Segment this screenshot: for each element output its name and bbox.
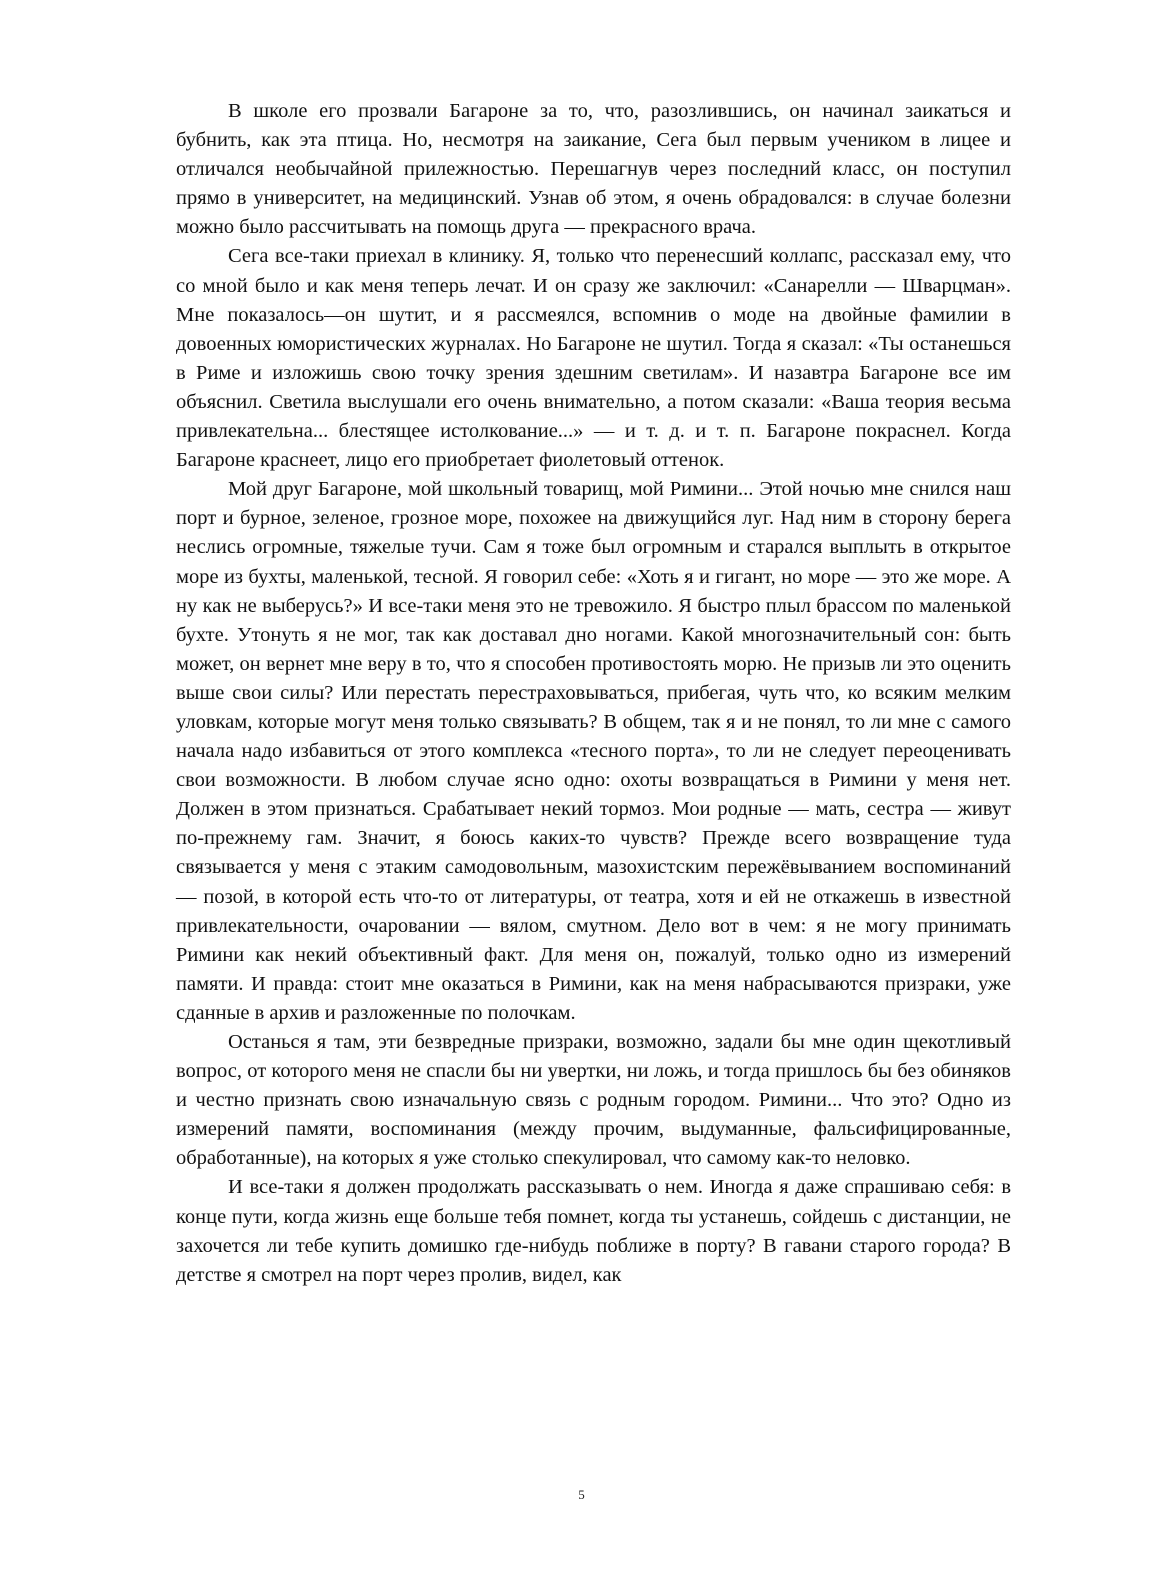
page-number: 5 <box>578 1487 585 1502</box>
paragraph-5: И все-таки я должен продолжать рассказывать о нем. Иногда я даже спрашиваю себя: в конце пути, когда жизнь еще больше тебя помнет, когда ты устанешь, сойдешь с дистанции, не захочется ли тебе купить домишко где-нибудь поближе в порту? В гавани старого города? В детстве я смотрел на порт через пролив, видел, как <box>176 1176 1011 1286</box>
paragraph-3: Мой друг Багароне, мой школьный товарищ, мой Римини... Этой ночью мне снился наш порт и бурное, зеленое, грозное море, похожее на движущийся луг. Над ним в сторону берега неслись огромные, тяжелые тучи. Сам я тоже был огромным и старался выплыть в открытое море из бухты, маленькой, тесной. Я говорил себе: «Хоть я и гигант, но море — это же море. А ну как не выберусь?» И все-таки меня это не тревожило. Я быстро плыл брассом по маленькой бухте. Утонуть я не мог, так как доставал дно ногами. Какой многозначительный сон: быть может, он вернет мне веру в то, что я способен противостоять морю. Не призыв ли это оценить выше свои силы? Или перестать перестраховываться, прибегая, чуть что, ко всяким мелким уловкам, которые могут меня только связывать? В общем, так я и не понял, то ли мне с самого начала надо избавиться от этого комплекса «тесного порта», то ли не следует переоценивать свои возможности. В любом случае ясно одно: охоты возвращаться в Римини у меня нет. Должен в этом признаться. Срабатывает некий тормоз. Мои родные — мать, сестра — живут по-прежнему гам. Значит, я боюсь каких-то чувств? Прежде всего возвращение туда связывается у меня с этаким самодовольным, мазохистским пережёвыванием воспоминаний — позой, в которой есть что-то от литературы, от театра, хотя и ей не откажешь в известной привлекательности, очаровании — вялом, смутном. Дело вот в чем: я не могу принимать Римини как некий объективный факт. Для меня он, пожалуй, только одно из измерений памяти. И правда: стоит мне оказаться в Римини, как на меня набрасываются призраки, уже сданные в архив и разложенные по полочкам. <box>176 478 1011 1024</box>
paragraph-2: Сега все-таки приехал в клинику. Я, только что перенесший коллапс, рассказал ему, что со мной было и как меня теперь лечат. И он сразу же заключил: «Санарелли — Шварцман». Мне показалось—он шутит, и я рассмеялся, вспомнив о моде на двойные фамилии в довоенных юмористических журналах. Но Багароне не шутил. Тогда я сказал: «Ты останешься в Риме и изложишь свою точку зрения здешним светилам». И назавтра Багароне все им объяснил. Светила выслушали его очень внимательно, а потом сказали: «Ваша теория весьма привлекательна... блестящее истолкование...» — и т. д. и т. п. Багароне покраснел. Когда Багароне краснеет, лицо его приобретает фиолетовый оттенок. <box>176 245 1011 472</box>
body-text <box>176 97 1011 1290</box>
paragraph-4: Останься я там, эти безвредные призраки, возможно, задали бы мне один щекотливый вопрос, от которого меня не спасли бы ни увертки, ни ложь, и тогда пришлось бы без обиняков и честно признать свою изначальную связь с родным городом. Римини... Что это? Одно из измерений памяти, воспоминания (между прочим, выдуманные, фальсифицированные, обработанные), на которых я уже столько спекулировал, что самому как-то неловко. <box>176 1031 1011 1170</box>
paragraph-1: В школе его прозвали Багароне за то, что, разозлившись, он начинал заикаться и бубнить, как эта птица. Но, несмотря на заикание, Сега был первым учеником в лицее и отличался необычайной прилежностью. Перешагнув через последний класс, он поступил прямо в университет, на медицинский. Узнав об этом, я очень обрадовался: в случае болезни можно было рассчитывать на помощь друга — прекрасного врача. <box>176 100 1011 239</box>
